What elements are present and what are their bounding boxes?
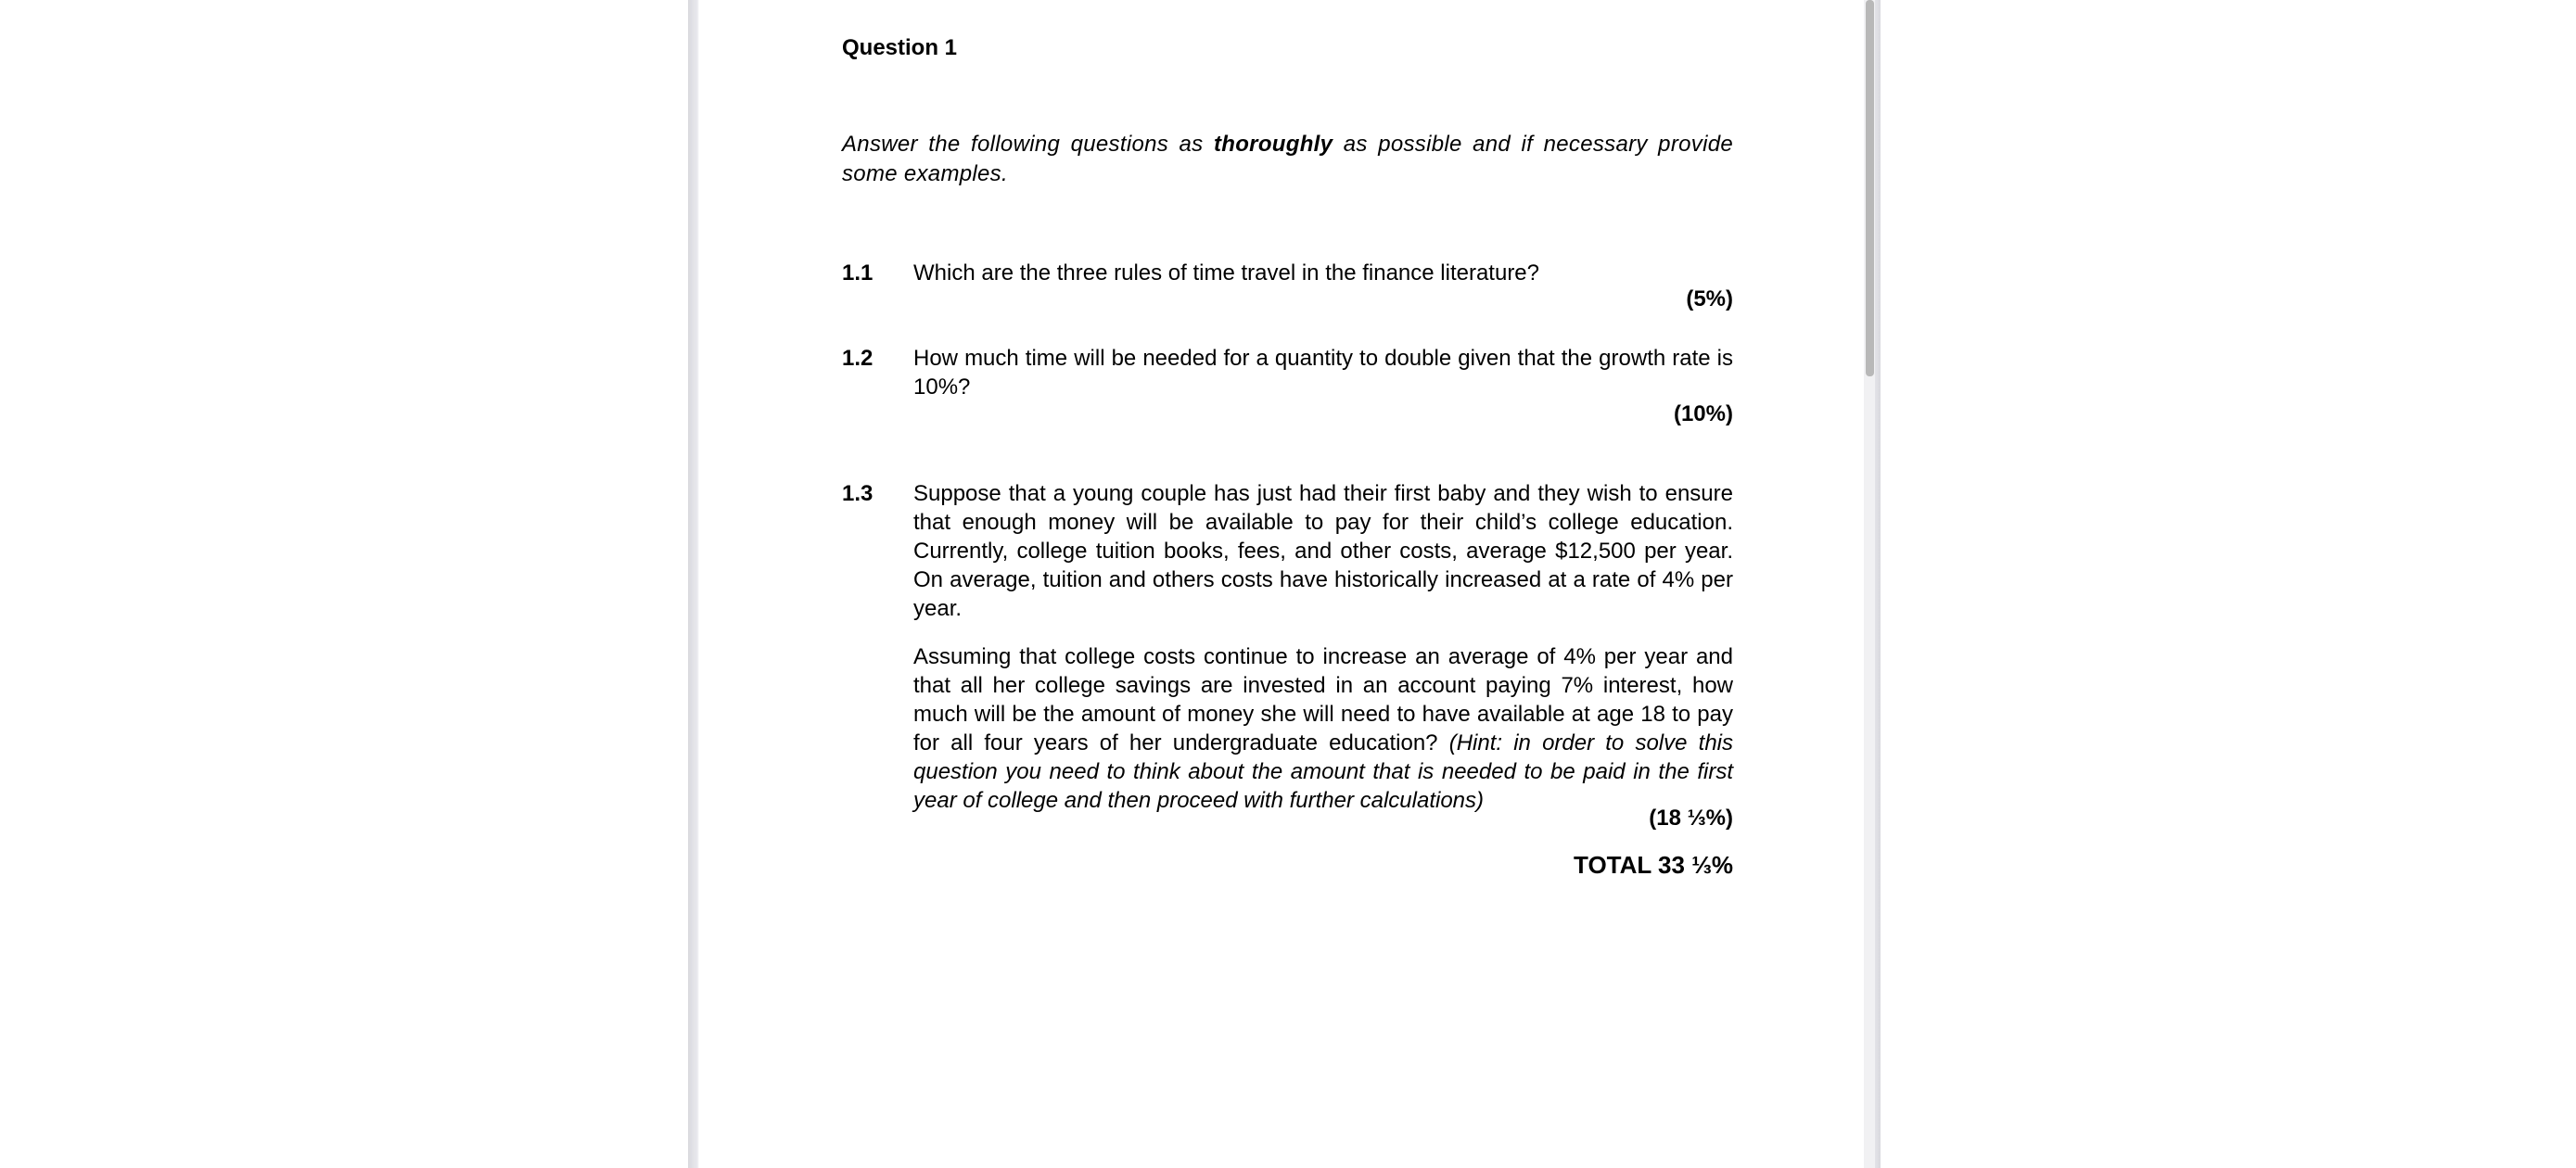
instructions-before: Answer the following questions as [842,132,1214,157]
instructions [842,130,1733,189]
item-number: 1.1 [842,260,874,286]
instructions-after: as possible and if necessary provide some examples. [842,132,1733,186]
item-marks-1-3: (18 ⅓%) [1649,806,1733,831]
item-text: How much time will be needed for a quantity to double given that the growth rate is 10%? [913,346,1733,400]
item-number: 1.2 [842,346,874,371]
item-body [913,479,1733,815]
question-title: Question 1 [842,35,958,60]
item-hint: (Hint: in order to solve this question you need to think about the amount that is needed to be paid in the first year of college and then proceed with further calculations) [913,730,1733,813]
item-paragraph-1: Suppose that a young couple has just had their first baby and they wish to ensure that enough money will be available to pay for their child’s college education. Currently, college tuition books, fees, and other costs, average $12,500 per year. On average, tuition and others costs have historically increased at a rate of 4% per year. [913,481,1733,621]
item-marks-1-1: (5%) [1686,286,1733,311]
total-marks: TOTAL 33 ⅓% [1574,851,1733,879]
item-paragraph-2 [913,642,1733,815]
scrollbar-thumb[interactable] [1866,0,1874,376]
instructions-emphasis: thoroughly [1213,132,1333,157]
item-paragraph-2-text: Assuming that college costs continue to increase an average of 4% per year and that all her college savings are invested in an account paying 7% interest, how much will be the amount of money she will need to have available at age 18 to pay for all four years of her undergraduate education? [913,644,1733,755]
item-number: 1.3 [842,481,874,506]
item-marks-1-2: (10%) [1673,401,1733,426]
item-text: Which are the three rules of time travel in the finance literature? [913,260,1539,286]
